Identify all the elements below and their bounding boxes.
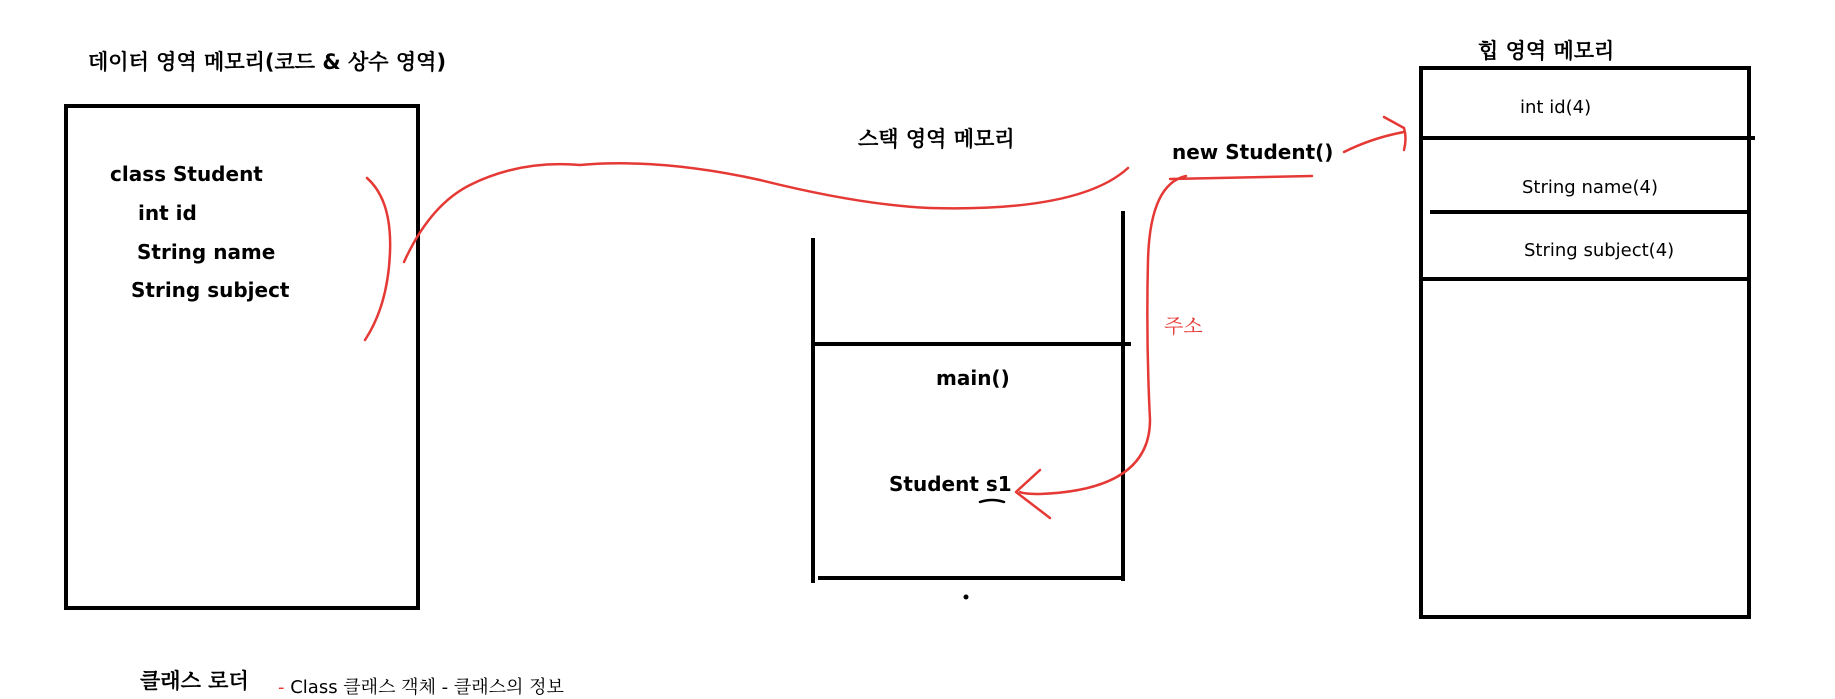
stack-right-wall xyxy=(1121,211,1125,581)
heap-divider-1 xyxy=(1419,136,1755,140)
heap-divider-3 xyxy=(1419,277,1751,281)
class-to-new-connector xyxy=(404,163,1128,262)
stack-area-title: 스택 영역 메모리 xyxy=(858,127,1015,151)
data-area-title: 데이터 영역 메모리(코드 & 상수 영역) xyxy=(88,50,447,74)
heap-arrow-head xyxy=(1384,117,1406,150)
stack-frame-main: main() xyxy=(936,366,1010,390)
new-student-label: new Student() xyxy=(1172,140,1334,164)
class-field-name: String name xyxy=(137,240,276,264)
address-label: 주소 xyxy=(1164,314,1203,338)
heap-divider-2 xyxy=(1430,210,1751,214)
class-loader-note-text xyxy=(278,677,564,698)
class-loader-title: 클래스 로더 xyxy=(140,669,249,693)
address-arrow-head xyxy=(1016,470,1050,518)
class-loader-note xyxy=(278,673,564,699)
stack-left-wall xyxy=(811,238,815,583)
class-field-id: int id xyxy=(138,201,197,225)
class-loader-note-dash: - xyxy=(278,677,285,698)
heap-arrow-shaft xyxy=(1344,132,1404,152)
s1-underline-mark xyxy=(980,500,1004,502)
class-declaration: class Student xyxy=(110,162,263,186)
stack-frame-top xyxy=(811,342,1131,346)
stack-bottom xyxy=(818,576,1124,580)
heap-area-title: 힙 영역 메모리 xyxy=(1478,39,1615,63)
new-object-underline xyxy=(1170,176,1312,179)
class-field-subject: String subject xyxy=(131,278,290,302)
stack-dot xyxy=(964,595,969,600)
address-reference-arrow xyxy=(1020,176,1186,494)
heap-area-box xyxy=(1419,66,1751,619)
heap-field-id: int id(4) xyxy=(1520,97,1592,118)
class-loader-note-body: Class 클래스 객체 - 클래스의 정보 xyxy=(284,677,564,698)
heap-field-name: String name(4) xyxy=(1522,177,1658,198)
stack-variable-s1: Student s1 xyxy=(889,472,1012,496)
heap-field-subject: String subject(4) xyxy=(1524,240,1675,261)
